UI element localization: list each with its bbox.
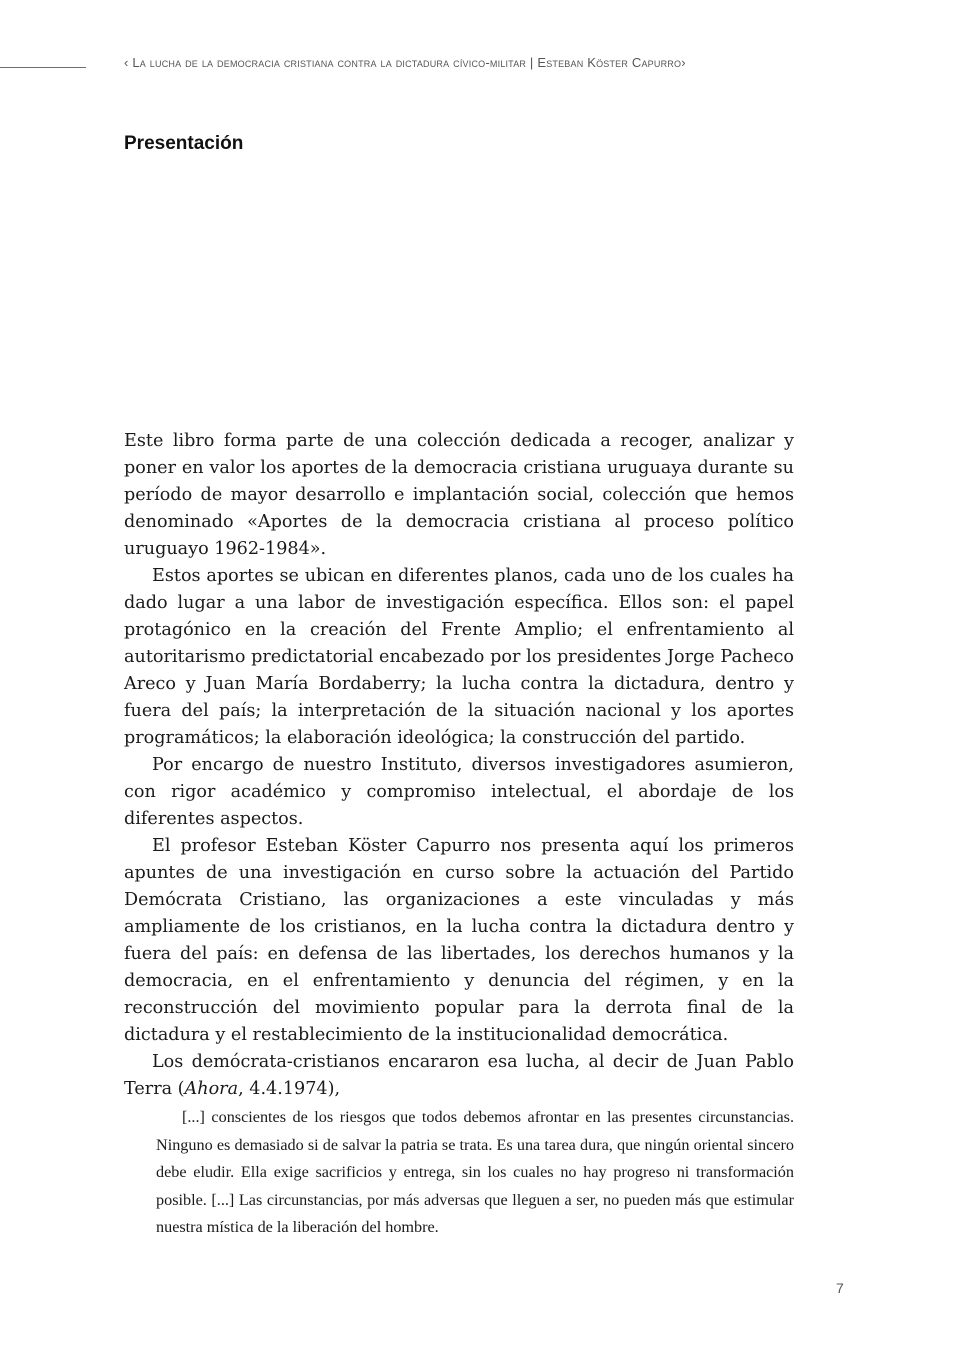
body-paragraph: Estos aportes se ubican en diferentes planos, cada uno de los cuales ha dado lugar a una labor de investigación específica. Ellos son: el papel protagónico en la creación del Frente Amplio; el enfrentamiento al autoritarismo predictatorial encabezado por los presidentes Jorge Pacheco Areco y Juan María Bordaberry; la lucha contra la dictadura, dentro y fuera del país; la interpretación de la situación nacional y los aportes programáticos; la elaboración ideológica; la construcción del partido. (124, 566, 794, 748)
page-number: 7 (836, 1280, 844, 1296)
section-title: Presentación (124, 133, 244, 154)
running-head-text: ‹ La lucha de la democracia cristiana contra la dictadura cívico-militar | Esteban Köster Capurro› (124, 55, 686, 70)
body-paragraph: El profesor Esteban Köster Capurro nos presenta aquí los primeros apuntes de una investigación en curso sobre la actuación del Partido Demócrata Cristiano, las organizaciones a este vinculadas y más ampliamente de los cristianos, en la lucha contra la dictadura dentro y fuera del país: en defensa de las libertades, los derechos humanos y la democracia, en el enfrentamiento y denuncia del régimen, y en la reconstrucción del movimiento popular para la derrota final de la dictadura y el restablecimiento de la institucionalidad democrática. (124, 836, 794, 1045)
body-paragraph-last (124, 1049, 794, 1103)
citation-source: Ahora (184, 1079, 239, 1099)
body-paragraph: Por encargo de nuestro Instituto, diversos investigadores asumieron, con rigor académico y compromiso intelectual, el abordaje de los diferentes aspectos. (124, 755, 794, 829)
body-text-span: Los demócrata-cristianos encararon esa lucha, al decir de Juan Pablo Terra ( (124, 1052, 794, 1099)
header-rule (0, 67, 86, 68)
body-text-span: , 4.4.1974), (238, 1079, 341, 1099)
body-text (124, 428, 794, 1103)
body-paragraph: Este libro forma parte de una colección dedicada a recoger, analizar y poner en valor los aportes de la democracia cristiana uruguaya durante su período de mayor desarrollo e implantación social, colección que hemos denominado «Aportes de la democracia cristiana al proceso político uruguayo 1962-1984». (124, 431, 794, 559)
block-quote: [...] conscientes de los riesgos que todos debemos afrontar en las presentes circunstancias. Ninguno es demasiado si de salvar la patria se trata. Es una tarea dura, que ningún oriental sincero debe eludir. Ella exige sacrificios y entrega, sin los cuales no hay progreso ni transformación posible. [...] Las circunstancias, por más adversas que lleguen a ser, no pueden más que estimular nuestra mística de la liberación del hombre. (156, 1108, 794, 1236)
running-head (0, 55, 964, 75)
